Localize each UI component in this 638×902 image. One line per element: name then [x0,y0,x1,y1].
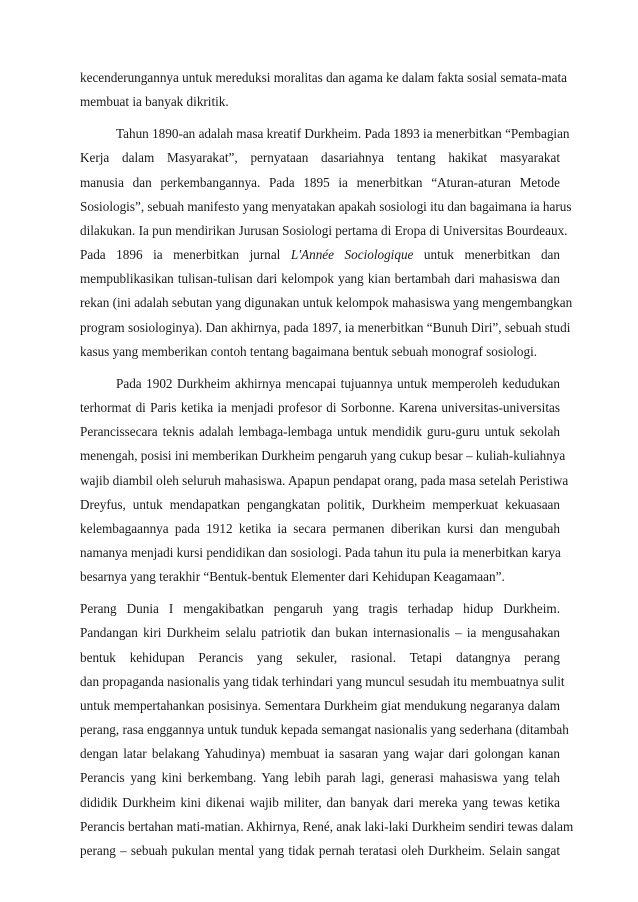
paragraph [80,122,573,364]
text-line: wajib diambil oleh seluruh mahasiswa. Apapun pendapat orang, pada masa setelah Peristiwa [80,472,569,488]
text-line: kasus yang memberikan contoh tentang bagaimana bentuk sebuah monograf sosiologi. [80,343,538,359]
text-line: Perancis bertahan mati-matian. Akhirnya, René, anak laki-laki Durkheim sendiri tewas dalam [80,818,574,834]
text-line: dengan latar belakang Yahudinya) membuat ia sasaran yang wajar dari golongan kanan [80,746,560,762]
text-line: manusia dan perkembangannya. Pada 1895 ia menerbitkan “Aturan-aturan Metode [80,174,560,190]
text-line: dididik Durkheim kini dikenai wajib militer, dan banyak dari mereka yang tewas ketika [80,794,560,810]
text-line: terhormat di Paris ketika ia menjadi profesor di Sorbonne. Karena universitas-universitas [80,400,560,416]
text-line: perang – sebuah pukulan mental yang tidak pernah teratasi oleh Durkheim. Selain sangat [80,842,560,858]
text-line: kecenderungannya untuk mereduksi moralitas dan agama ke dalam fakta sosial semata-mata [80,70,568,85]
text-line: menengah, posisi ini memberikan Durkheim pengaruh yang cukup besar – kuliah-kuliahnya [80,448,566,464]
text-line: Perancis yang kini berkembang. Yang lebih parah lagi, generasi mahasiswa yang telah [80,770,560,786]
italic-title: L'Année Sociologique [290,247,414,263]
paragraph [80,372,569,589]
text-line: Pada 1902 Durkheim akhirnya mencapai tujuannya untuk memperoleh kedudukan [116,375,560,391]
text-line: Perancissecara teknis adalah lembaga-lembaga untuk mendidik guru-guru untuk sekolah [80,424,560,440]
text-line: Perang Dunia I mengakibatkan pengaruh yang tragis terhadap hidup Durkheim. [80,601,560,617]
text-line: untuk mempertahankan posisinya. Sementara Durkheim giat mendukung negaranya dalam [80,697,560,713]
text-line: kelembagaannya pada 1912 ketika ia secara permanen diberikan kursi dan mengubah [80,520,560,536]
text-line: Dreyfus, untuk mendapatkan pengangkatan politik, Durkheim memperkuat kekuasaan [80,496,560,512]
text-line: namanya menjadi kursi pendidikan dan sosiologi. Pada tahun itu pula ia menerbitkan karya [80,544,561,560]
text-line: Pada 1896 ia menerbitkan jurnal L'Année Sociologique untuk menerbitkan dan [80,247,560,263]
text-line: Sosiologis”, sebuah manifesto yang menyatakan apakah sosiologi itu dan bagaimana ia harus [80,198,572,214]
paragraph-gap [80,364,560,372]
paragraph [80,597,574,863]
text-line: program sosiologinya). Dan akhirnya, pada 1897, ia menerbitkan “Bunuh Diri”, sebuah studi [80,319,571,335]
text-line: perang, rasa enggannya untuk tunduk kepada semangat nasionalis yang sederhana (ditambah [80,722,569,738]
text-line: mempublikasikan tulisan-tulisan dari kelompok yang kian bertambah dari mahasiswa dan [80,271,560,287]
paragraph [80,66,568,114]
paragraph-gap [80,114,560,122]
body-text [80,66,574,863]
text-line: dan propaganda nasionalis yang tidak terhindari yang muncul sesudah itu membuatnya sulit [80,673,565,689]
text-line: dilakukan. Ia pun mendirikan Jurusan Sosiologi pertama di Eropa di Universitas Bourdeaux. [80,222,568,238]
text-line: Kerja dalam Masyarakat”, pernyataan dasariahnya tentang hakikat masyarakat [80,150,560,166]
text-line: rekan (ini adalah sebutan yang digunakan untuk kelompok mahasiswa yang mengembangkan [80,295,573,311]
text-line: bentuk kehidupan Perancis yang sekuler, rasional. Tetapi datangnya perang [80,649,560,665]
paragraph-gap [80,589,560,597]
text-line: besarnya yang terakhir “Bentuk-bentuk Elementer dari Kehidupan Keagamaan”. [80,569,505,585]
text-line: membuat ia banyak dikritik. [80,94,229,110]
text-line: Tahun 1890-an adalah masa kreatif Durkheim. Pada 1893 ia menerbitkan “Pembagian [116,126,570,142]
text-line: Pandangan kiri Durkheim selalu patriotik dan bukan internasionalis – ia mengusahakan [80,625,560,641]
